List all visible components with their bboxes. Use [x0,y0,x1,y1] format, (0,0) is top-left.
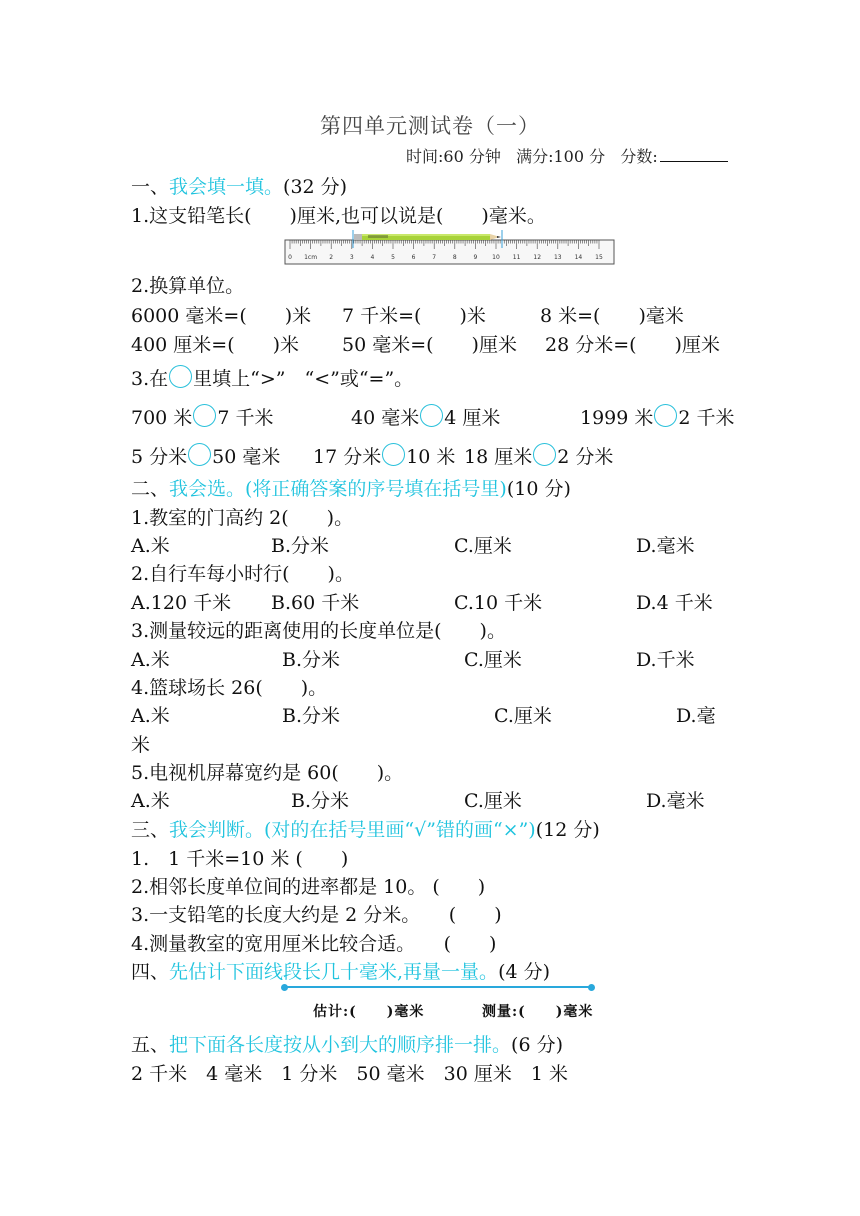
section-number: 二、 [131,478,170,500]
option-c[interactable]: C.厘米 [464,649,522,671]
section-5-heading [131,1030,563,1057]
compare-right: 2 分米 [557,446,614,468]
conversion-2: 7 千米=( )米 [342,305,486,327]
section-number: 一、 [131,176,170,198]
score-blank[interactable] [660,147,728,162]
ruler-label: 6 [411,254,416,261]
option-b[interactable]: B.分米 [271,535,330,557]
ruler-label: 3 [349,254,354,261]
section-title: 我会判断。(对的在括号里画“√”错的画“×”) [169,819,536,841]
section-points: (12 分) [535,819,600,841]
option-b[interactable]: B.分米 [291,790,350,812]
judge-item-2: 2.相邻长度单位间的进率都是 10。 ( ) [131,876,486,898]
compare-circle[interactable] [193,404,216,427]
choice-question: 1.教室的门高约 2( )。 [131,507,354,529]
compare-left: 17 分米 [313,446,382,468]
section-number: 四、 [131,961,170,983]
compare-right: 7 千米 [217,407,274,429]
compare-left: 700 米 [131,407,193,429]
ruler-label: 12 [533,254,542,261]
judge-item-4: 4.测量教室的宽用厘米比较合适。 ( ) [131,933,497,955]
ruler-label: 15 [595,254,603,261]
option-b[interactable]: B.60 千米 [271,592,360,614]
ruler-label: 1cm [304,254,318,261]
full-score: 满分:100 分 [516,147,606,166]
judge-item-1: 1. 1 千米=10 米 ( ) [131,848,349,870]
compare-6 [464,442,613,469]
estimate-label: 估计:( )毫米 [313,1004,425,1020]
score-label: 分数: [620,147,658,166]
choice-question: 3.测量较远的距离使用的长度单位是( )。 [131,620,506,642]
section-1-heading [131,172,347,199]
choice-question: 4.篮球场长 26( )。 [131,677,328,699]
ruler-label: 7 [432,254,437,261]
ruler-label: 13 [553,254,562,261]
question-1-1: 1.这支铅笔长( )厘米,也可以说是( )毫米。 [131,205,546,227]
option-a[interactable]: A.米 [131,705,170,727]
option-a[interactable]: A.米 [131,535,170,557]
conversion-4: 400 厘米=( )米 [131,334,300,356]
compare-circle[interactable] [654,404,677,427]
compare-5 [313,442,455,469]
compare-left: 1999 米 [580,407,654,429]
section-4-heading [131,957,550,984]
measure-label: 测量:( )毫米 [482,1004,594,1020]
option-d-wrap: 米 [131,734,151,756]
ruler-label: 10 [492,254,500,261]
section-points: (32 分) [283,176,348,198]
q3-suffix: 里填上“>” “<”或“=”。 [193,368,414,390]
conversion-1: 6000 毫米=( )米 [131,305,312,327]
option-a[interactable]: A.120 千米 [131,592,232,614]
compare-left: 18 厘米 [464,446,533,468]
compare-right: 4 厘米 [444,407,501,429]
ruler-label: 4 [370,254,375,261]
ruler-label: 0 [288,254,292,261]
question-1-2: 2.换算单位。 [131,275,245,297]
option-c[interactable]: C.厘米 [494,705,552,727]
choice-question: 2.自行车每小时行( )。 [131,563,354,585]
compare-right: 50 毫米 [212,446,281,468]
segment-start-dot [281,984,288,991]
compare-circle[interactable] [533,443,556,466]
option-d[interactable]: D.毫米 [636,535,695,557]
option-d[interactable]: D.千米 [636,649,695,671]
section-title: 我会填一填。 [169,176,284,198]
section-number: 五、 [131,1034,170,1056]
compare-left: 40 毫米 [351,407,420,429]
option-a[interactable]: A.米 [131,790,170,812]
choice-question: 5.电视机屏幕宽约是 60( )。 [131,762,404,784]
time-limit: 时间:60 分钟 [406,147,501,166]
section-2-heading [131,474,571,501]
judge-item-3: 3.一支铅笔的长度大约是 2 分米。 ( ) [131,904,502,926]
option-c[interactable]: C.10 千米 [454,592,543,614]
section-3-heading [131,815,600,842]
measure-segment [284,986,592,988]
exam-meta [406,144,728,167]
ruler-label: 14 [574,254,583,261]
segment-end-dot [588,984,595,991]
circle-icon [169,365,192,388]
section-points: (4 分) [498,961,551,983]
ruler-label: 11 [512,254,521,261]
section-points: (10 分) [506,478,571,500]
compare-circle[interactable] [420,404,443,427]
page-title: 第四单元测试卷（一） [320,114,540,138]
ruler-body [285,240,614,264]
compare-circle[interactable] [188,443,211,466]
section-title: 我会选。(将正确答案的序号填在括号里) [169,478,507,500]
option-b[interactable]: B.分米 [282,649,341,671]
conversion-5: 50 毫米=( )厘米 [342,334,517,356]
q3-prefix: 3.在 [131,368,169,390]
conversion-3: 8 米=( )毫米 [540,305,684,327]
ruler-label: 5 [391,254,395,261]
ruler-with-pencil [284,226,616,266]
conversion-6: 28 分米=( )厘米 [545,334,720,356]
compare-right: 2 千米 [678,407,735,429]
ruler-label: 9 [473,254,478,261]
option-d[interactable]: D.毫 [676,705,716,727]
option-d[interactable]: D.4 千米 [636,592,713,614]
option-d[interactable]: D.毫米 [646,790,705,812]
ruler-label: 2 [329,254,334,261]
section-points: (6 分) [511,1034,563,1056]
question-1-3 [131,364,413,391]
option-c[interactable]: C.厘米 [464,790,522,812]
ruler-label: 8 [452,254,457,261]
compare-4 [131,442,280,469]
compare-3 [580,403,735,430]
option-c[interactable]: C.厘米 [454,535,512,557]
section-title: 先估计下面线段长几十毫米,再量一量。 [169,961,499,983]
section-number: 三、 [131,819,170,841]
compare-1 [131,403,273,430]
compare-right: 10 米 [406,446,456,468]
compare-left: 5 分米 [131,446,188,468]
length-values: 2 千米 4 毫米 1 分米 50 毫米 30 厘米 1 米 [131,1063,568,1085]
section-title: 把下面各长度按从小到大的顺序排一排。 [169,1034,512,1056]
compare-2 [351,403,500,430]
option-b[interactable]: B.分米 [282,705,341,727]
option-a[interactable]: A.米 [131,649,170,671]
compare-circle[interactable] [382,443,405,466]
